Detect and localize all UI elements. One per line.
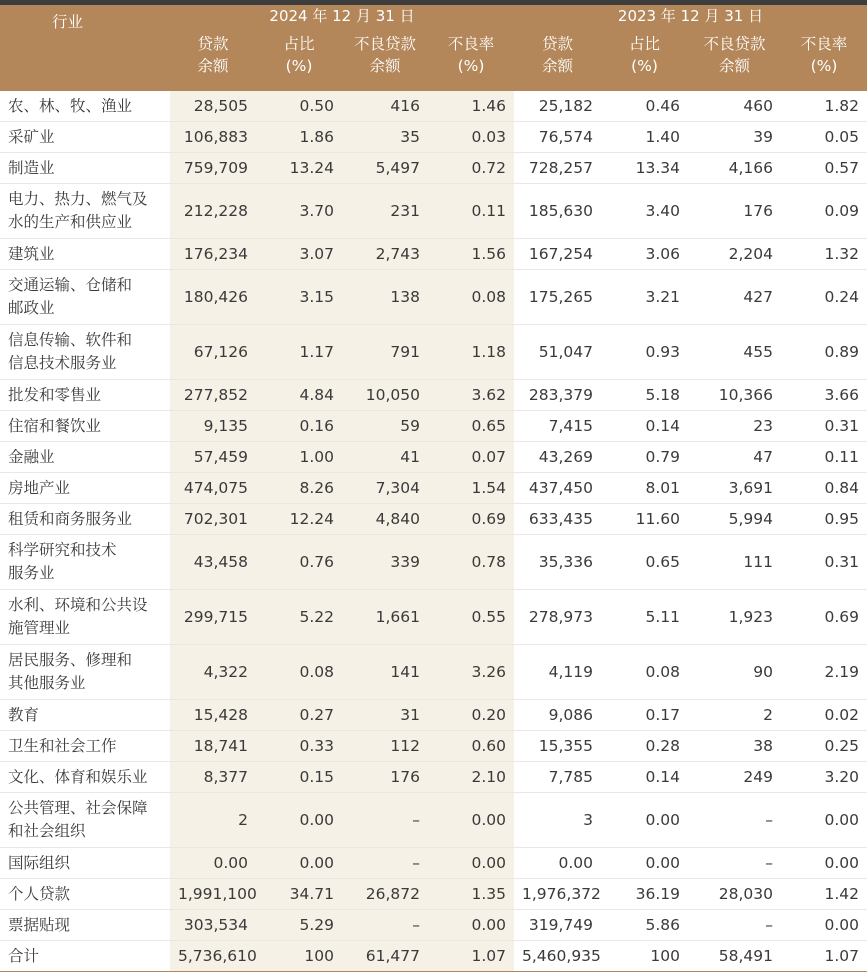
loan-balance-2023-cell: 43,269 xyxy=(514,442,601,473)
loan-balance-2024-cell: 18,741 xyxy=(170,731,256,762)
npl-balance-2024-cell: 41 xyxy=(342,442,428,473)
loan-balance-2024-cell: 759,709 xyxy=(170,153,256,184)
loan-balance-2024-cell: 67,126 xyxy=(170,325,256,380)
industry-name: 国际组织 xyxy=(0,848,170,879)
share-2024-cell: 3.15 xyxy=(256,270,342,325)
loan-balance-2024-cell: 28,505 xyxy=(170,91,256,122)
npl-balance-2024-cell: 416 xyxy=(342,91,428,122)
loan-balance-2023-cell: 437,450 xyxy=(514,473,601,504)
table-row xyxy=(0,184,867,239)
npl-balance-2023-cell: 2 xyxy=(688,700,781,731)
loan-balance-2023-cell: 175,265 xyxy=(514,270,601,325)
npl-ratio-2023-cell: 0.89 xyxy=(781,325,867,380)
industry-name: 批发和零售业 xyxy=(0,380,170,411)
npl-balance-2023-cell: 5,994 xyxy=(688,504,781,535)
industry-loan-table xyxy=(0,5,867,972)
share-2023-cell: 3.21 xyxy=(601,270,688,325)
loan-balance-2024-cell: 0.00 xyxy=(170,848,256,879)
table-row xyxy=(0,731,867,762)
npl-ratio-2023-cell: 0.02 xyxy=(781,700,867,731)
loan-balance-2023-cell: 7,785 xyxy=(514,762,601,793)
loan-balance-2024-cell: 176,234 xyxy=(170,239,256,270)
npl-ratio-2023-cell: 0.31 xyxy=(781,411,867,442)
loan-balance-2023-cell: 4,119 xyxy=(514,645,601,700)
industry-name: 合计 xyxy=(0,941,170,972)
npl-balance-2024-cell: 791 xyxy=(342,325,428,380)
share-2023-cell: 0.00 xyxy=(601,848,688,879)
npl-balance-2023-cell: 10,366 xyxy=(688,380,781,411)
npl-balance-2024-cell: 2,743 xyxy=(342,239,428,270)
loan-balance-2023-cell: 25,182 xyxy=(514,91,601,122)
npl-balance-2023-cell: 28,030 xyxy=(688,879,781,910)
table-row xyxy=(0,380,867,411)
npl-balance-2024-cell: 26,872 xyxy=(342,879,428,910)
loan-balance-2023-cell: 278,973 xyxy=(514,590,601,645)
npl-balance-2024-cell: – xyxy=(342,910,428,941)
npl-ratio-2023-cell: 0.09 xyxy=(781,184,867,239)
share-2023-cell: 0.79 xyxy=(601,442,688,473)
table-row xyxy=(0,153,867,184)
npl-balance-2023-cell: – xyxy=(688,848,781,879)
npl-ratio-2024-cell: 1.46 xyxy=(428,91,514,122)
share-2024-cell: 1.00 xyxy=(256,442,342,473)
npl-ratio-2023-cell: 1.07 xyxy=(781,941,867,972)
table-row xyxy=(0,270,867,325)
npl-ratio-2023-cell: 0.84 xyxy=(781,473,867,504)
share-2023-cell: 0.00 xyxy=(601,793,688,848)
table-row xyxy=(0,848,867,879)
industry-name: 票据贴现 xyxy=(0,910,170,941)
table-row xyxy=(0,590,867,645)
npl-balance-2024-cell: 231 xyxy=(342,184,428,239)
header-loan-balance-2023: 贷款 余额 xyxy=(514,27,601,91)
industry-name: 采矿业 xyxy=(0,122,170,153)
npl-ratio-2024-cell: 0.72 xyxy=(428,153,514,184)
industry-name: 交通运输、仓储和 邮政业 xyxy=(0,270,170,325)
share-2023-cell: 0.65 xyxy=(601,535,688,590)
loan-balance-2024-cell: 8,377 xyxy=(170,762,256,793)
npl-ratio-2024-cell: 0.60 xyxy=(428,731,514,762)
table-row xyxy=(0,535,867,590)
industry-name: 住宿和餐饮业 xyxy=(0,411,170,442)
npl-ratio-2023-cell: 3.66 xyxy=(781,380,867,411)
industry-name: 公共管理、社会保障 和社会组织 xyxy=(0,793,170,848)
npl-ratio-2023-cell: 2.19 xyxy=(781,645,867,700)
npl-ratio-2024-cell: 0.07 xyxy=(428,442,514,473)
npl-balance-2023-cell: 39 xyxy=(688,122,781,153)
header-period-2023: 2023 年 12 月 31 日 xyxy=(514,5,867,27)
share-2023-cell: 0.46 xyxy=(601,91,688,122)
npl-balance-2024-cell: 31 xyxy=(342,700,428,731)
loan-balance-2024-cell: 1,991,100 xyxy=(170,879,256,910)
share-2024-cell: 34.71 xyxy=(256,879,342,910)
npl-balance-2024-cell: 176 xyxy=(342,762,428,793)
npl-balance-2024-cell: 10,050 xyxy=(342,380,428,411)
loan-balance-2023-cell: 7,415 xyxy=(514,411,601,442)
loan-balance-2024-cell: 702,301 xyxy=(170,504,256,535)
npl-ratio-2023-cell: 0.00 xyxy=(781,910,867,941)
npl-ratio-2023-cell: 0.69 xyxy=(781,590,867,645)
table-body xyxy=(0,91,867,972)
table-row xyxy=(0,910,867,941)
industry-name: 租赁和商务服务业 xyxy=(0,504,170,535)
industry-name: 居民服务、修理和 其他服务业 xyxy=(0,645,170,700)
npl-ratio-2024-cell: 1.07 xyxy=(428,941,514,972)
share-2023-cell: 36.19 xyxy=(601,879,688,910)
table-row xyxy=(0,941,867,972)
npl-ratio-2024-cell: 0.11 xyxy=(428,184,514,239)
npl-ratio-2024-cell: 0.00 xyxy=(428,848,514,879)
npl-ratio-2023-cell: 3.20 xyxy=(781,762,867,793)
npl-ratio-2023-cell: 0.11 xyxy=(781,442,867,473)
npl-ratio-2023-cell: 0.05 xyxy=(781,122,867,153)
npl-ratio-2024-cell: 1.54 xyxy=(428,473,514,504)
npl-balance-2023-cell: 58,491 xyxy=(688,941,781,972)
npl-balance-2024-cell: 5,497 xyxy=(342,153,428,184)
npl-balance-2023-cell: 176 xyxy=(688,184,781,239)
loan-balance-2023-cell: 3 xyxy=(514,793,601,848)
table-row xyxy=(0,325,867,380)
industry-name: 电力、热力、燃气及 水的生产和供应业 xyxy=(0,184,170,239)
npl-ratio-2024-cell: 0.08 xyxy=(428,270,514,325)
npl-ratio-2023-cell: 0.00 xyxy=(781,793,867,848)
share-2023-cell: 5.18 xyxy=(601,380,688,411)
loan-balance-2024-cell: 180,426 xyxy=(170,270,256,325)
npl-ratio-2024-cell: 1.35 xyxy=(428,879,514,910)
share-2024-cell: 0.00 xyxy=(256,793,342,848)
loan-balance-2023-cell: 167,254 xyxy=(514,239,601,270)
npl-balance-2024-cell: 112 xyxy=(342,731,428,762)
loan-balance-2024-cell: 57,459 xyxy=(170,442,256,473)
header-npl-ratio-2024: 不良率 (%) xyxy=(428,27,514,91)
npl-balance-2023-cell: 460 xyxy=(688,91,781,122)
table-row xyxy=(0,91,867,122)
npl-ratio-2024-cell: 3.26 xyxy=(428,645,514,700)
npl-balance-2024-cell: 339 xyxy=(342,535,428,590)
header-npl-balance-2023: 不良贷款 余额 xyxy=(688,27,781,91)
table-row xyxy=(0,411,867,442)
npl-balance-2023-cell: 2,204 xyxy=(688,239,781,270)
npl-ratio-2023-cell: 1.82 xyxy=(781,91,867,122)
npl-ratio-2023-cell: 0.57 xyxy=(781,153,867,184)
npl-ratio-2023-cell: 0.24 xyxy=(781,270,867,325)
table-row xyxy=(0,239,867,270)
share-2024-cell: 0.33 xyxy=(256,731,342,762)
loan-balance-2023-cell: 35,336 xyxy=(514,535,601,590)
header-loan-balance-2024: 贷款 余额 xyxy=(170,27,256,91)
loan-balance-2023-cell: 283,379 xyxy=(514,380,601,411)
share-2023-cell: 3.06 xyxy=(601,239,688,270)
share-2023-cell: 0.17 xyxy=(601,700,688,731)
header-npl-ratio-2023: 不良率 (%) xyxy=(781,27,867,91)
share-2023-cell: 8.01 xyxy=(601,473,688,504)
share-2024-cell: 5.29 xyxy=(256,910,342,941)
loan-balance-2023-cell: 633,435 xyxy=(514,504,601,535)
share-2023-cell: 0.14 xyxy=(601,411,688,442)
table-row xyxy=(0,879,867,910)
loan-balance-2023-cell: 185,630 xyxy=(514,184,601,239)
loan-balance-2024-cell: 474,075 xyxy=(170,473,256,504)
npl-ratio-2024-cell: 0.00 xyxy=(428,793,514,848)
npl-balance-2023-cell: 38 xyxy=(688,731,781,762)
table-row xyxy=(0,442,867,473)
industry-name: 金融业 xyxy=(0,442,170,473)
share-2023-cell: 100 xyxy=(601,941,688,972)
loan-balance-2024-cell: 303,534 xyxy=(170,910,256,941)
loan-balance-2023-cell: 1,976,372 xyxy=(514,879,601,910)
loan-balance-2024-cell: 212,228 xyxy=(170,184,256,239)
npl-ratio-2024-cell: 1.56 xyxy=(428,239,514,270)
npl-balance-2024-cell: 59 xyxy=(342,411,428,442)
loan-balance-2023-cell: 76,574 xyxy=(514,122,601,153)
share-2024-cell: 0.27 xyxy=(256,700,342,731)
industry-name: 卫生和社会工作 xyxy=(0,731,170,762)
npl-ratio-2024-cell: 1.18 xyxy=(428,325,514,380)
loan-balance-2023-cell: 5,460,935 xyxy=(514,941,601,972)
share-2023-cell: 1.40 xyxy=(601,122,688,153)
loan-balance-2023-cell: 9,086 xyxy=(514,700,601,731)
npl-ratio-2023-cell: 0.95 xyxy=(781,504,867,535)
npl-balance-2024-cell: 61,477 xyxy=(342,941,428,972)
npl-balance-2024-cell: 7,304 xyxy=(342,473,428,504)
loan-balance-2024-cell: 2 xyxy=(170,793,256,848)
loan-balance-2024-cell: 5,736,610 xyxy=(170,941,256,972)
share-2024-cell: 3.70 xyxy=(256,184,342,239)
npl-ratio-2023-cell: 0.31 xyxy=(781,535,867,590)
share-2023-cell: 5.86 xyxy=(601,910,688,941)
industry-name: 农、林、牧、渔业 xyxy=(0,91,170,122)
npl-ratio-2024-cell: 0.20 xyxy=(428,700,514,731)
industry-name: 教育 xyxy=(0,700,170,731)
npl-balance-2023-cell: 4,166 xyxy=(688,153,781,184)
npl-ratio-2023-cell: 0.25 xyxy=(781,731,867,762)
npl-ratio-2024-cell: 2.10 xyxy=(428,762,514,793)
table-row xyxy=(0,762,867,793)
loan-balance-2024-cell: 15,428 xyxy=(170,700,256,731)
npl-balance-2023-cell: – xyxy=(688,793,781,848)
loan-balance-2024-cell: 299,715 xyxy=(170,590,256,645)
loan-balance-2024-cell: 4,322 xyxy=(170,645,256,700)
table-row xyxy=(0,700,867,731)
share-2023-cell: 0.93 xyxy=(601,325,688,380)
npl-balance-2023-cell: 111 xyxy=(688,535,781,590)
npl-balance-2023-cell: – xyxy=(688,910,781,941)
header-npl-balance-2024: 不良贷款 余额 xyxy=(342,27,428,91)
loan-balance-2024-cell: 43,458 xyxy=(170,535,256,590)
npl-ratio-2024-cell: 3.62 xyxy=(428,380,514,411)
npl-balance-2023-cell: 23 xyxy=(688,411,781,442)
loan-balance-2024-cell: 9,135 xyxy=(170,411,256,442)
npl-balance-2024-cell: 35 xyxy=(342,122,428,153)
table-row xyxy=(0,645,867,700)
loan-balance-2023-cell: 0.00 xyxy=(514,848,601,879)
share-2023-cell: 5.11 xyxy=(601,590,688,645)
npl-ratio-2024-cell: 0.03 xyxy=(428,122,514,153)
header-share-2023: 占比 (%) xyxy=(601,27,688,91)
table-row xyxy=(0,504,867,535)
share-2024-cell: 0.16 xyxy=(256,411,342,442)
share-2024-cell: 5.22 xyxy=(256,590,342,645)
loan-balance-2024-cell: 277,852 xyxy=(170,380,256,411)
share-2023-cell: 11.60 xyxy=(601,504,688,535)
npl-ratio-2024-cell: 0.00 xyxy=(428,910,514,941)
npl-ratio-2024-cell: 0.78 xyxy=(428,535,514,590)
npl-balance-2023-cell: 455 xyxy=(688,325,781,380)
table-row xyxy=(0,793,867,848)
npl-balance-2024-cell: 4,840 xyxy=(342,504,428,535)
share-2024-cell: 0.00 xyxy=(256,848,342,879)
npl-ratio-2023-cell: 0.00 xyxy=(781,848,867,879)
npl-balance-2023-cell: 47 xyxy=(688,442,781,473)
npl-balance-2023-cell: 3,691 xyxy=(688,473,781,504)
npl-balance-2023-cell: 427 xyxy=(688,270,781,325)
npl-ratio-2023-cell: 1.32 xyxy=(781,239,867,270)
npl-balance-2023-cell: 249 xyxy=(688,762,781,793)
header-period-2024: 2024 年 12 月 31 日 xyxy=(170,5,514,27)
industry-name: 水利、环境和公共设 施管理业 xyxy=(0,590,170,645)
npl-balance-2023-cell: 1,923 xyxy=(688,590,781,645)
share-2023-cell: 3.40 xyxy=(601,184,688,239)
industry-name: 房地产业 xyxy=(0,473,170,504)
share-2024-cell: 12.24 xyxy=(256,504,342,535)
npl-ratio-2024-cell: 0.69 xyxy=(428,504,514,535)
loan-balance-2023-cell: 51,047 xyxy=(514,325,601,380)
loan-balance-2023-cell: 319,749 xyxy=(514,910,601,941)
industry-name: 制造业 xyxy=(0,153,170,184)
header-industry: 行业 xyxy=(0,5,170,91)
loan-balance-2023-cell: 15,355 xyxy=(514,731,601,762)
npl-ratio-2023-cell: 1.42 xyxy=(781,879,867,910)
share-2024-cell: 0.76 xyxy=(256,535,342,590)
npl-balance-2024-cell: – xyxy=(342,848,428,879)
share-2024-cell: 4.84 xyxy=(256,380,342,411)
share-2024-cell: 13.24 xyxy=(256,153,342,184)
npl-ratio-2024-cell: 0.55 xyxy=(428,590,514,645)
loan-balance-2024-cell: 106,883 xyxy=(170,122,256,153)
share-2024-cell: 3.07 xyxy=(256,239,342,270)
industry-name: 科学研究和技术 服务业 xyxy=(0,535,170,590)
industry-name: 文化、体育和娱乐业 xyxy=(0,762,170,793)
share-2024-cell: 100 xyxy=(256,941,342,972)
share-2024-cell: 0.50 xyxy=(256,91,342,122)
npl-ratio-2024-cell: 0.65 xyxy=(428,411,514,442)
npl-balance-2024-cell: 1,661 xyxy=(342,590,428,645)
share-2023-cell: 0.14 xyxy=(601,762,688,793)
share-2023-cell: 0.08 xyxy=(601,645,688,700)
share-2024-cell: 0.15 xyxy=(256,762,342,793)
table-row xyxy=(0,122,867,153)
table-row xyxy=(0,473,867,504)
share-2023-cell: 13.34 xyxy=(601,153,688,184)
npl-balance-2024-cell: 141 xyxy=(342,645,428,700)
npl-balance-2024-cell: 138 xyxy=(342,270,428,325)
industry-name: 建筑业 xyxy=(0,239,170,270)
share-2024-cell: 0.08 xyxy=(256,645,342,700)
header-share-2024: 占比 (%) xyxy=(256,27,342,91)
share-2024-cell: 1.17 xyxy=(256,325,342,380)
share-2024-cell: 1.86 xyxy=(256,122,342,153)
share-2023-cell: 0.28 xyxy=(601,731,688,762)
share-2024-cell: 8.26 xyxy=(256,473,342,504)
loan-balance-2023-cell: 728,257 xyxy=(514,153,601,184)
npl-balance-2024-cell: – xyxy=(342,793,428,848)
industry-name: 个人贷款 xyxy=(0,879,170,910)
npl-balance-2023-cell: 90 xyxy=(688,645,781,700)
industry-name: 信息传输、软件和 信息技术服务业 xyxy=(0,325,170,380)
